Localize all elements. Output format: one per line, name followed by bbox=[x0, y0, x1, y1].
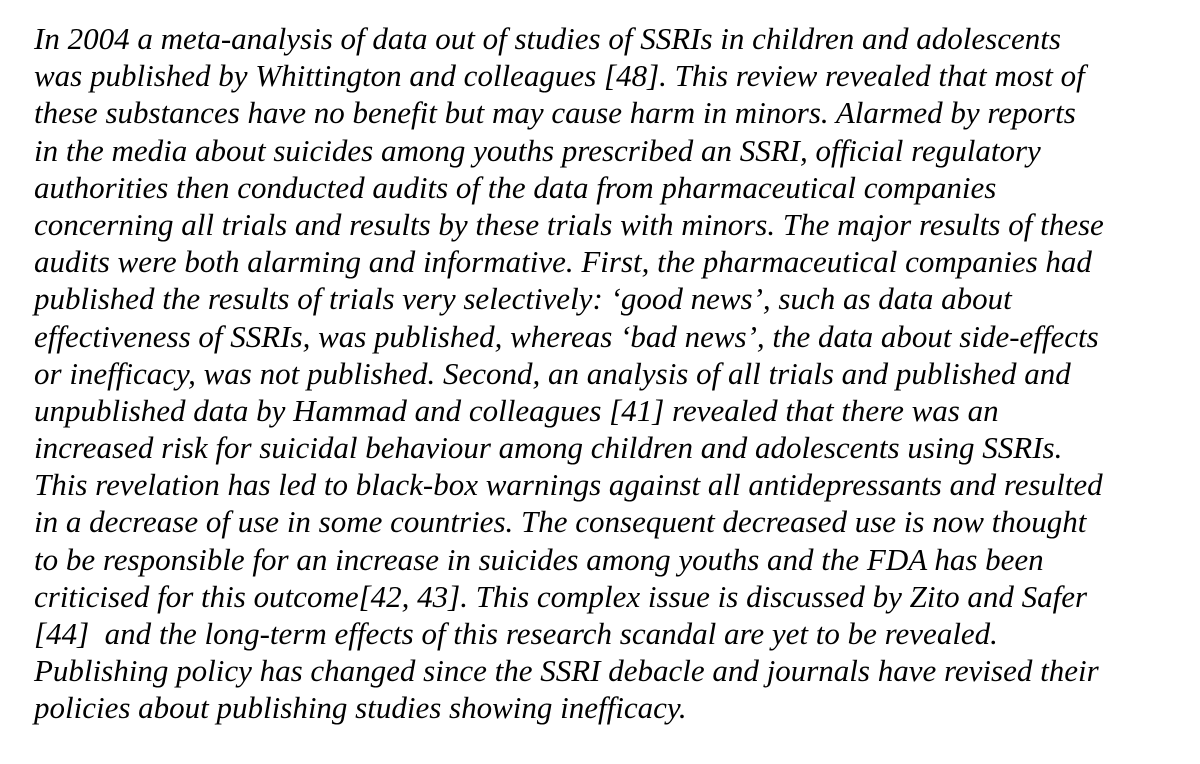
paragraph-line-8: published the results of trials very selectively: ‘good news’, such as data about bbox=[34, 281, 1012, 317]
paragraph-line-3: these substances have no benefit but may cause harm in minors. Alarmed by reports bbox=[34, 95, 1076, 131]
paragraph-line-16: criticised for this outcome[42, 43]. This complex issue is discussed by Zito and Safer bbox=[34, 578, 1088, 614]
body-paragraph bbox=[34, 20, 1184, 727]
paragraph-line-17: [44] and the long-term effects of this research scandal are yet to be revealed. bbox=[34, 616, 998, 651]
paragraph-line-9: effectiveness of SSRIs, was published, whereas ‘bad news’, the data about side-effects bbox=[34, 318, 1099, 354]
paragraph-line-12: increased risk for suicidal behaviour among children and adolescents using SSRIs. bbox=[34, 430, 1063, 466]
paragraph-line-4: in the media about suicides among youths prescribed an SSRI, official regulatory bbox=[34, 132, 1041, 168]
paragraph-line-1: In 2004 a meta-analysis of data out of studies of SSRIs in children and adolescents bbox=[34, 21, 1061, 56]
paragraph-line-11: unpublished data by Hammad and colleagues [41] revealed that there was an bbox=[34, 392, 999, 428]
paragraph-line-6: concerning all trials and results by these trials with minors. The major results of these bbox=[34, 206, 1104, 242]
paragraph-line-13: This revelation has led to black-box warnings against all antidepressants and resulted bbox=[34, 467, 1103, 503]
paragraph-line-14: in a decrease of use in some countries. The consequent decreased use is now thought bbox=[34, 504, 1087, 540]
paragraph-line-7: audits were both alarming and informative. First, the pharmaceutical companies had bbox=[34, 244, 1092, 280]
paragraph-line-15: to be responsible for an increase in suicides among youths and the FDA has been bbox=[34, 541, 1044, 577]
paragraph-line-2: was published by Whittington and colleagues [48]. This review revealed that most of bbox=[34, 58, 1085, 94]
paragraph-line-10: or inefficacy, was not published. Second, an analysis of all trials and published and bbox=[34, 355, 1071, 391]
paragraph-line-5: authorities then conducted audits of the data from pharmaceutical companies bbox=[34, 169, 997, 205]
paragraph-line-18: Publishing policy has changed since the SSRI debacle and journals have revised their bbox=[34, 653, 1099, 689]
paragraph-line-19: policies about publishing studies showing inefficacy. bbox=[34, 690, 687, 726]
